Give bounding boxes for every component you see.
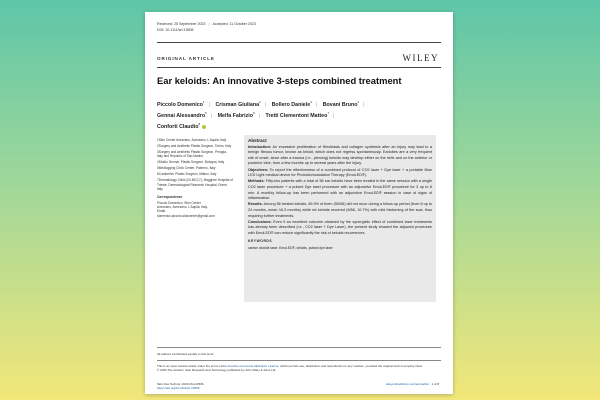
author-separator: | bbox=[264, 101, 267, 108]
abstract-section: Conclusions: Even if an excellent outcome obtained by the synergistic effect of combined laser treatments has already been described (i.e., CO2 laser + Dye Laser), the present study showed the adjuvant procedure with EmoLED® can reduce significantly the risk of keloids recurrences. bbox=[248, 219, 433, 235]
abstract-heading: Abstract bbox=[248, 138, 267, 143]
keywords-heading: KEYWORDS bbox=[248, 239, 273, 244]
journal-citation: Skin Res Technol. 2023;29:e13506. https://doi.org/10.1111/srt.13506 bbox=[157, 382, 205, 391]
abstract-box bbox=[244, 135, 436, 302]
article-page bbox=[145, 12, 453, 394]
affiliation: 2Surgery and Aesthetic Plastic Surgeon, Torino, Italy bbox=[157, 144, 232, 148]
author[interactable]: Tretti Clementoni Matteo$^7$ bbox=[265, 111, 329, 119]
affiliation: 7Dermatology Clinic (DI-MCC7), Maggiore Hospital of Trieste, Dermatological Research Hospital, Rome, Italy bbox=[157, 178, 233, 192]
author-separator: | bbox=[258, 112, 261, 119]
page-info bbox=[386, 382, 439, 386]
license-link[interactable]: Creative Commons Attribution License bbox=[227, 364, 279, 368]
orcid-icon[interactable] bbox=[202, 125, 206, 129]
affiliations bbox=[157, 138, 233, 218]
correspondence-line: Piccolo Domenico, Skin Center bbox=[157, 200, 201, 205]
article-title: Ear keloids: An innovative 3-steps combined treatment bbox=[157, 75, 402, 86]
author[interactable]: Crisman Giuliana$^2$ bbox=[215, 100, 261, 108]
journal-site-link[interactable]: wileyonlinelibrary.com/journal/srt bbox=[385, 382, 429, 386]
affiliation: 3Surgery and Aesthetic Plastic Surgeon, Perugia, Italy and Republic of San Marino bbox=[157, 150, 227, 159]
correspondence-line: Email: bbox=[157, 209, 166, 214]
abstract-section: Introduction: An excessive proliferation of fibroblasts and collagen synthesis after an injury may lead to a benign fibrous tumor, known as keloid, which does not regress spontaneously. Earlobes are a very frequent site of onset, since after a trauma (i.e., piercing) keloids may develop either on the helix and on the anterior or posterior lobe, from a few months up to several years after the injury. bbox=[248, 144, 432, 166]
doi-link[interactable]: https://doi.org/10.1111/srt.13506 bbox=[157, 386, 200, 391]
footnote-rule bbox=[157, 347, 441, 348]
page-number: 1 of 8 bbox=[431, 382, 439, 386]
author-list bbox=[157, 98, 437, 132]
copyright: © 2023 The Authors. Skin Research and Technology published by John Wiley & Sons Ltd. bbox=[157, 368, 277, 373]
author[interactable]: Melfa Fabrizio$^6$ bbox=[217, 111, 255, 119]
license-rule bbox=[157, 360, 441, 361]
title-rule bbox=[157, 67, 441, 68]
header-rule bbox=[157, 42, 441, 43]
affiliation: 5Medlogging Clinic Center, Palermo, Italy bbox=[157, 166, 216, 171]
accepted-date: Accepted: 11 October 2023 bbox=[212, 22, 256, 26]
author-separator: | bbox=[210, 112, 213, 119]
author-separator: | bbox=[363, 101, 365, 108]
received-date: Received: 25 September 2023 bbox=[157, 22, 206, 26]
article-meta bbox=[157, 22, 256, 33]
author[interactable]: Gennai Alessandro$^5$ bbox=[157, 111, 207, 119]
abstract-section: Results: Among 56 treated keloids, 89.3% of them (50/56) did not recur during a follow-up period (from 6 up to 24 months, mean 16.3 months) while six keloids recurred (6/56, 10.7%) with mild thickening of the scar, thus requiring further treatments. bbox=[248, 202, 432, 218]
affiliation: 4Studio Gennai, Plastic Surgeon, Bologna, Italy bbox=[157, 160, 225, 165]
abstract-section: Objectives: To report the effectiveness of a combined protocol of CO2 laser + Dye laser + a portable Blue LED Light medical device for Photobiomodulation Therapy (EmoLED®). bbox=[248, 167, 432, 178]
correspondence-heading: Correspondence bbox=[157, 194, 183, 199]
abstract-section: Methods: Fifty-two patients with a total of 56 ear keloids have been treated in the same session with a single CO2 laser procedure + a pulsed Dye laser procedure with an adjunctive EmoLED® procedure for 3 up to 6 min. A monthly follow-up has been performed with an adjunctive EmoLED® session in case of signs of inflammation. bbox=[248, 179, 432, 201]
correspondence-line: Avezzano, Avezzano, L'Aquila, Italy. bbox=[157, 205, 208, 210]
license-text: This is an open access article under the terms of the Creative Commons Attribution License, which permits use, distribution and reproduction in any medium, provided the original work is properly cited. © 2023 The Authors. Skin Research and Technology published by John Wiley & Sons Ltd. bbox=[157, 364, 423, 373]
meta-separator: | bbox=[208, 22, 210, 26]
author[interactable]: Bollero Daniele$^3$ bbox=[271, 100, 312, 108]
correspondence-email[interactable]: domenico.piccolo.skincenter@gmail.com bbox=[157, 213, 215, 218]
affiliation: 6Camberlet, Plastic Surgeon, Milano, Italy bbox=[157, 172, 217, 177]
author-separator: | bbox=[315, 101, 318, 108]
author[interactable]: Piccolo Domenico$^1$ bbox=[157, 100, 205, 108]
keywords: carbon dioxide laser, EmoLED®, keloids, pulsed dye laser bbox=[248, 245, 333, 250]
author-separator: | bbox=[208, 101, 210, 108]
contribution-footnote: All authors contributed equally to this work. bbox=[157, 352, 215, 356]
author[interactable]: Bovani Bruno$^4$ bbox=[322, 100, 360, 108]
author[interactable]: Conforti Claudio$^8$ bbox=[157, 124, 206, 130]
affiliation: 1Skin Center Avezzano, Avezzano, L'Aquila, Italy bbox=[157, 138, 227, 142]
author-separator: | bbox=[332, 112, 335, 119]
doi[interactable]: DOI: 10.1111/srt.13506 bbox=[157, 27, 194, 32]
article-type: ORIGINAL ARTICLE bbox=[157, 56, 215, 61]
publisher-logo: WILEY bbox=[402, 53, 439, 63]
